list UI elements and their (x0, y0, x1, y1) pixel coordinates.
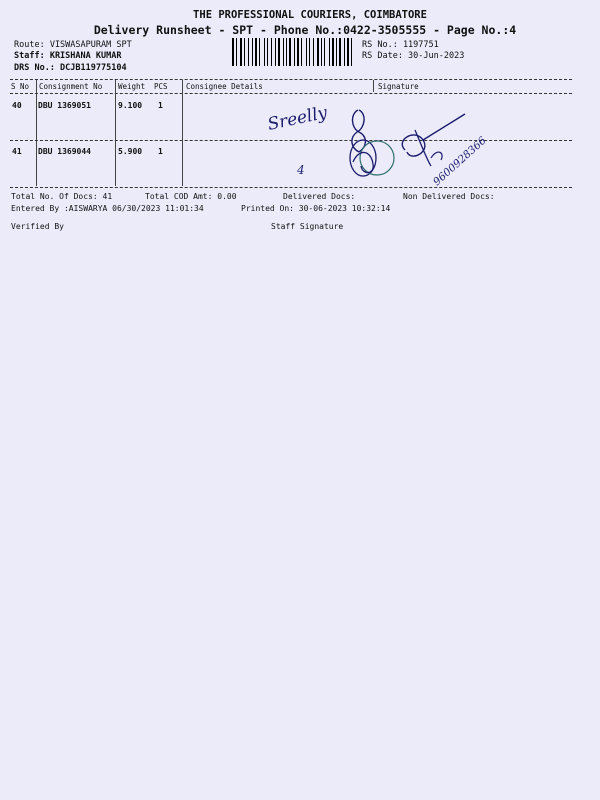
row-consignment: DBU 1369044 (38, 147, 91, 156)
col-header-weight: Weight (118, 82, 146, 91)
column-divider (36, 80, 37, 186)
col-header-sno: S No (11, 82, 30, 91)
rs-date: RS Date: 30-Jun-2023 (362, 51, 465, 61)
row-pcs: 1 (158, 101, 163, 110)
barcode-bar (347, 38, 349, 66)
route-field: Route: VISWASAPURAM SPT (14, 40, 132, 50)
row-consignment: DBU 1369051 (38, 101, 91, 110)
barcode-bar (313, 38, 314, 66)
company-title: THE PROFESSIONAL COURIERS, COIMBATORE (193, 9, 427, 21)
column-divider (373, 80, 374, 92)
barcode-bar (324, 38, 325, 66)
barcode-bar (261, 38, 263, 66)
barcode-bar (301, 38, 302, 66)
barcode-bar (319, 38, 320, 66)
row-sno: 41 (12, 147, 22, 156)
staff-field: Staff: KRISHANA KUMAR (14, 51, 122, 61)
column-divider (182, 80, 183, 186)
runsheet-subtitle: Delivery Runsheet - SPT - Phone No.:0422-3505555 - Page No.:4 (93, 23, 517, 37)
drs-number: DRS No.: DCJB119775104 (14, 63, 127, 73)
barcode-bar (289, 38, 291, 66)
col-header-pcs: PCS (154, 82, 168, 91)
barcode-bar (307, 38, 308, 66)
row-weight: 9.100 (118, 101, 143, 110)
col-header-consignee: Consignee Details (186, 82, 263, 91)
barcode-bar (273, 38, 274, 66)
barcode-bar (244, 38, 245, 66)
delivered-docs: Delivered Docs: (283, 192, 356, 201)
column-divider (115, 80, 116, 186)
entered-by: Entered By :AISWARYA 06/30/2023 11:01:34 (11, 204, 204, 213)
barcode-bar (336, 38, 337, 66)
staff-signature: Staff Signature (271, 222, 344, 231)
barcode-bar (353, 38, 355, 66)
verified-by: Verified By (11, 222, 64, 231)
rs-number: RS No.: 1197751 (362, 40, 439, 50)
handwritten-digit: 4 (297, 163, 305, 177)
barcode-bar (232, 38, 234, 66)
barcode-bar (278, 38, 280, 66)
table-header-rule (10, 93, 572, 94)
barcode-bar (238, 38, 239, 66)
col-header-consignment: Consignment No (39, 82, 103, 91)
barcode-bar (330, 38, 331, 66)
row-weight: 5.900 (118, 147, 143, 156)
barcode-bar (342, 38, 343, 66)
handwritten-signature (255, 100, 505, 190)
total-docs: Total No. Of Docs: 41 (11, 192, 113, 201)
row-pcs: 1 (158, 147, 163, 156)
col-header-signature: Signature (378, 82, 419, 91)
handwritten-phone: 9600928366 (430, 134, 489, 189)
row-sno: 40 (12, 101, 22, 110)
barcode-bar (267, 38, 268, 66)
barcode-bar (284, 38, 285, 66)
printed-on: Printed On: 30-06-2023 10:32:14 (241, 204, 391, 213)
table-top-rule (10, 79, 572, 80)
barcode-bar (295, 38, 296, 66)
non-delivered-docs: Non Delivered Docs: (403, 192, 495, 201)
total-cod: Total COD Amt: 0.00 (145, 192, 237, 201)
barcode-bar (250, 38, 251, 66)
handwritten-note: Sreelly (265, 102, 330, 135)
barcode (232, 38, 356, 66)
barcode-bar (255, 38, 257, 66)
